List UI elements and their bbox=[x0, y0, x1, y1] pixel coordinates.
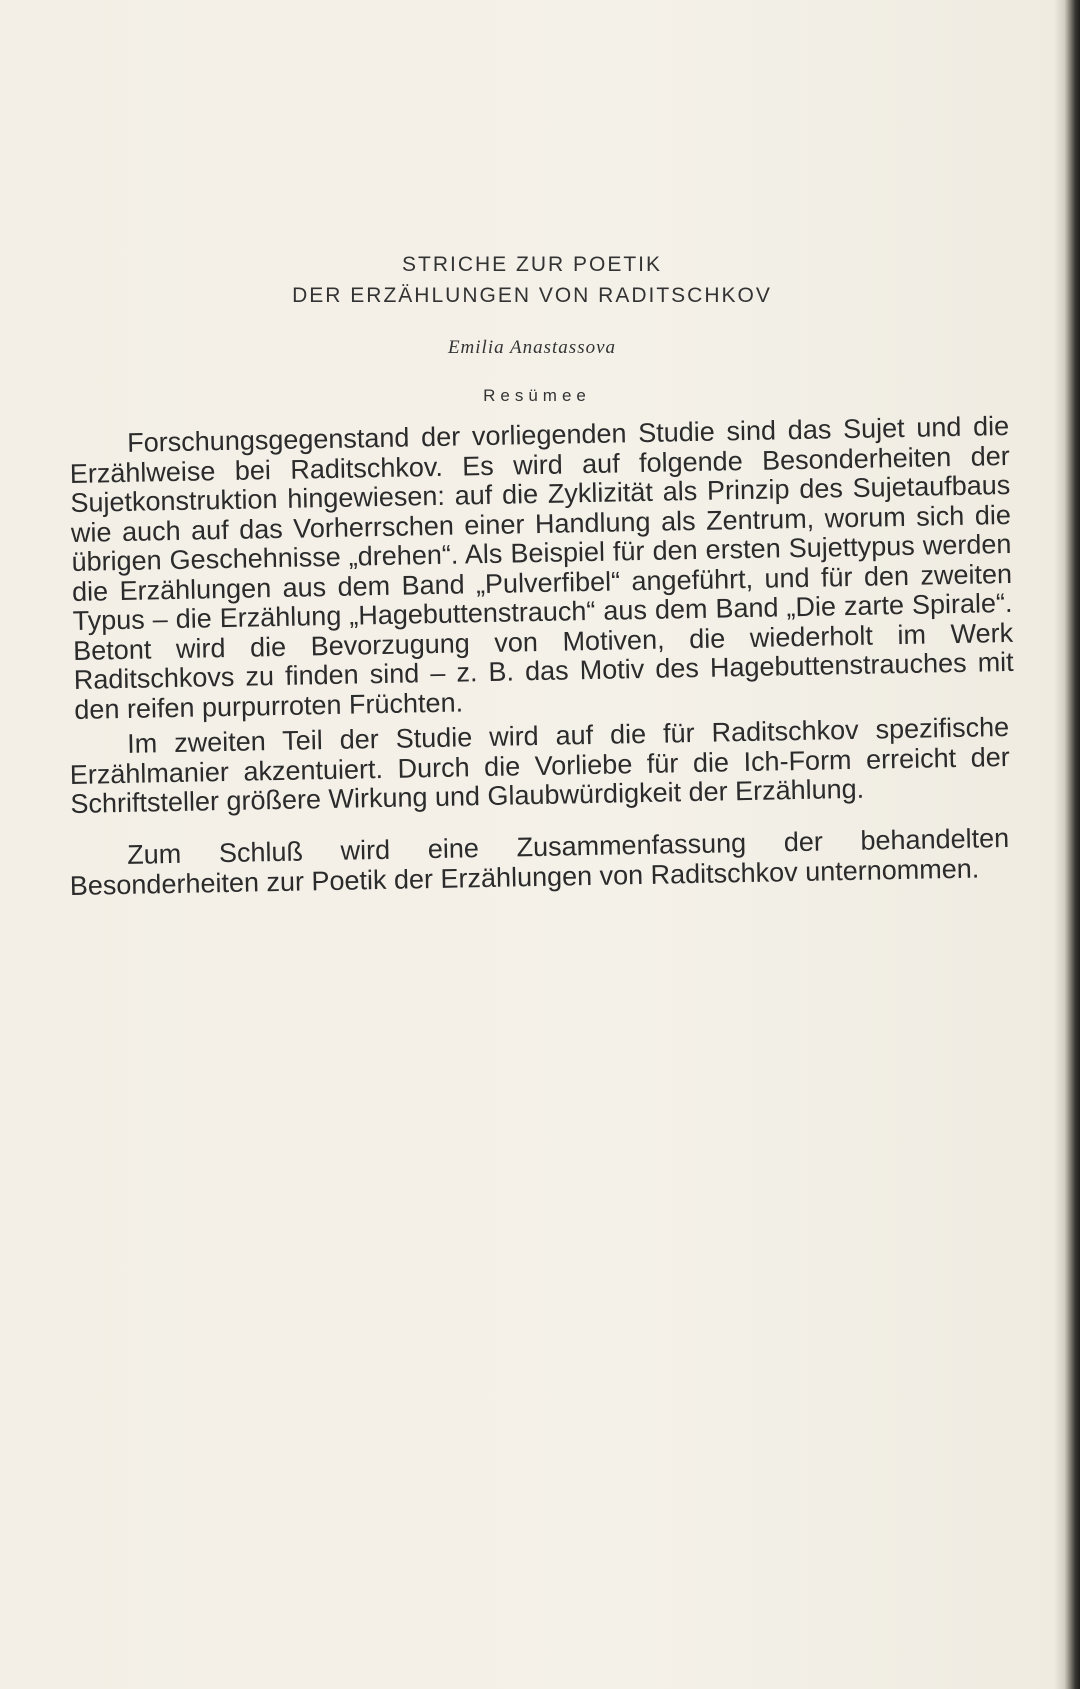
paragraph-1: Forschungsgegenstand der vorliegenden Studie sind das Sujet und die Erzählweise bei Raditschkov. Es wird auf folgende Besonderheiten der Sujetkonstruktion hingewiesen: auf die Zyklizität als Prinzip des Sujetaufbaus wie auch auf das Vorherrschen einer Handlung als Zentrum, worum sich die übrigen Geschehnisse „drehen“. Als Beispiel für den ersten Sujettypus werden die Erzählungen aus dem Band „Pulverfibel“ angeführt, und für den zweiten Typus – die Erzählung „Hagebuttenstrauch“ aus dem Band „Die zarte Spirale“. Betont wird die Bevorzugung von Motiven, die wiederholt im Werk Raditschkovs zu finden sind – z. B. das Motiv des Hagebuttenstrauches mit den reifen purpurroten Früchten. bbox=[69, 410, 1014, 725]
paragraph-2: Im zweiten Teil der Studie wird auf die für Raditschkov spezifische Erzählmanier akzentuiert. Durch die Vorliebe für die Ich-Form erreicht der Schriftsteller größere Wirkung und Glaubwürdigkeit der Erzählung. bbox=[69, 711, 1010, 819]
title-line-1: STRICHE ZUR POETIK bbox=[401, 253, 663, 276]
page-edge-shadow bbox=[1054, 0, 1064, 1689]
paragraph-3: Zum Schluß wird eine Zusammenfassung der behandelten Besonderheiten zur Poetik der Erzählungen von Raditschkov unternommen. bbox=[69, 822, 1010, 900]
book-spine-edge bbox=[1064, 0, 1080, 1689]
abstract-body bbox=[69, 410, 1014, 901]
author-name: Emilia Anastassova bbox=[447, 337, 617, 358]
section-heading: Resümee bbox=[483, 386, 591, 405]
title-line-2: DER ERZÄHLUNGEN VON RADITSCHKOV bbox=[292, 284, 772, 307]
